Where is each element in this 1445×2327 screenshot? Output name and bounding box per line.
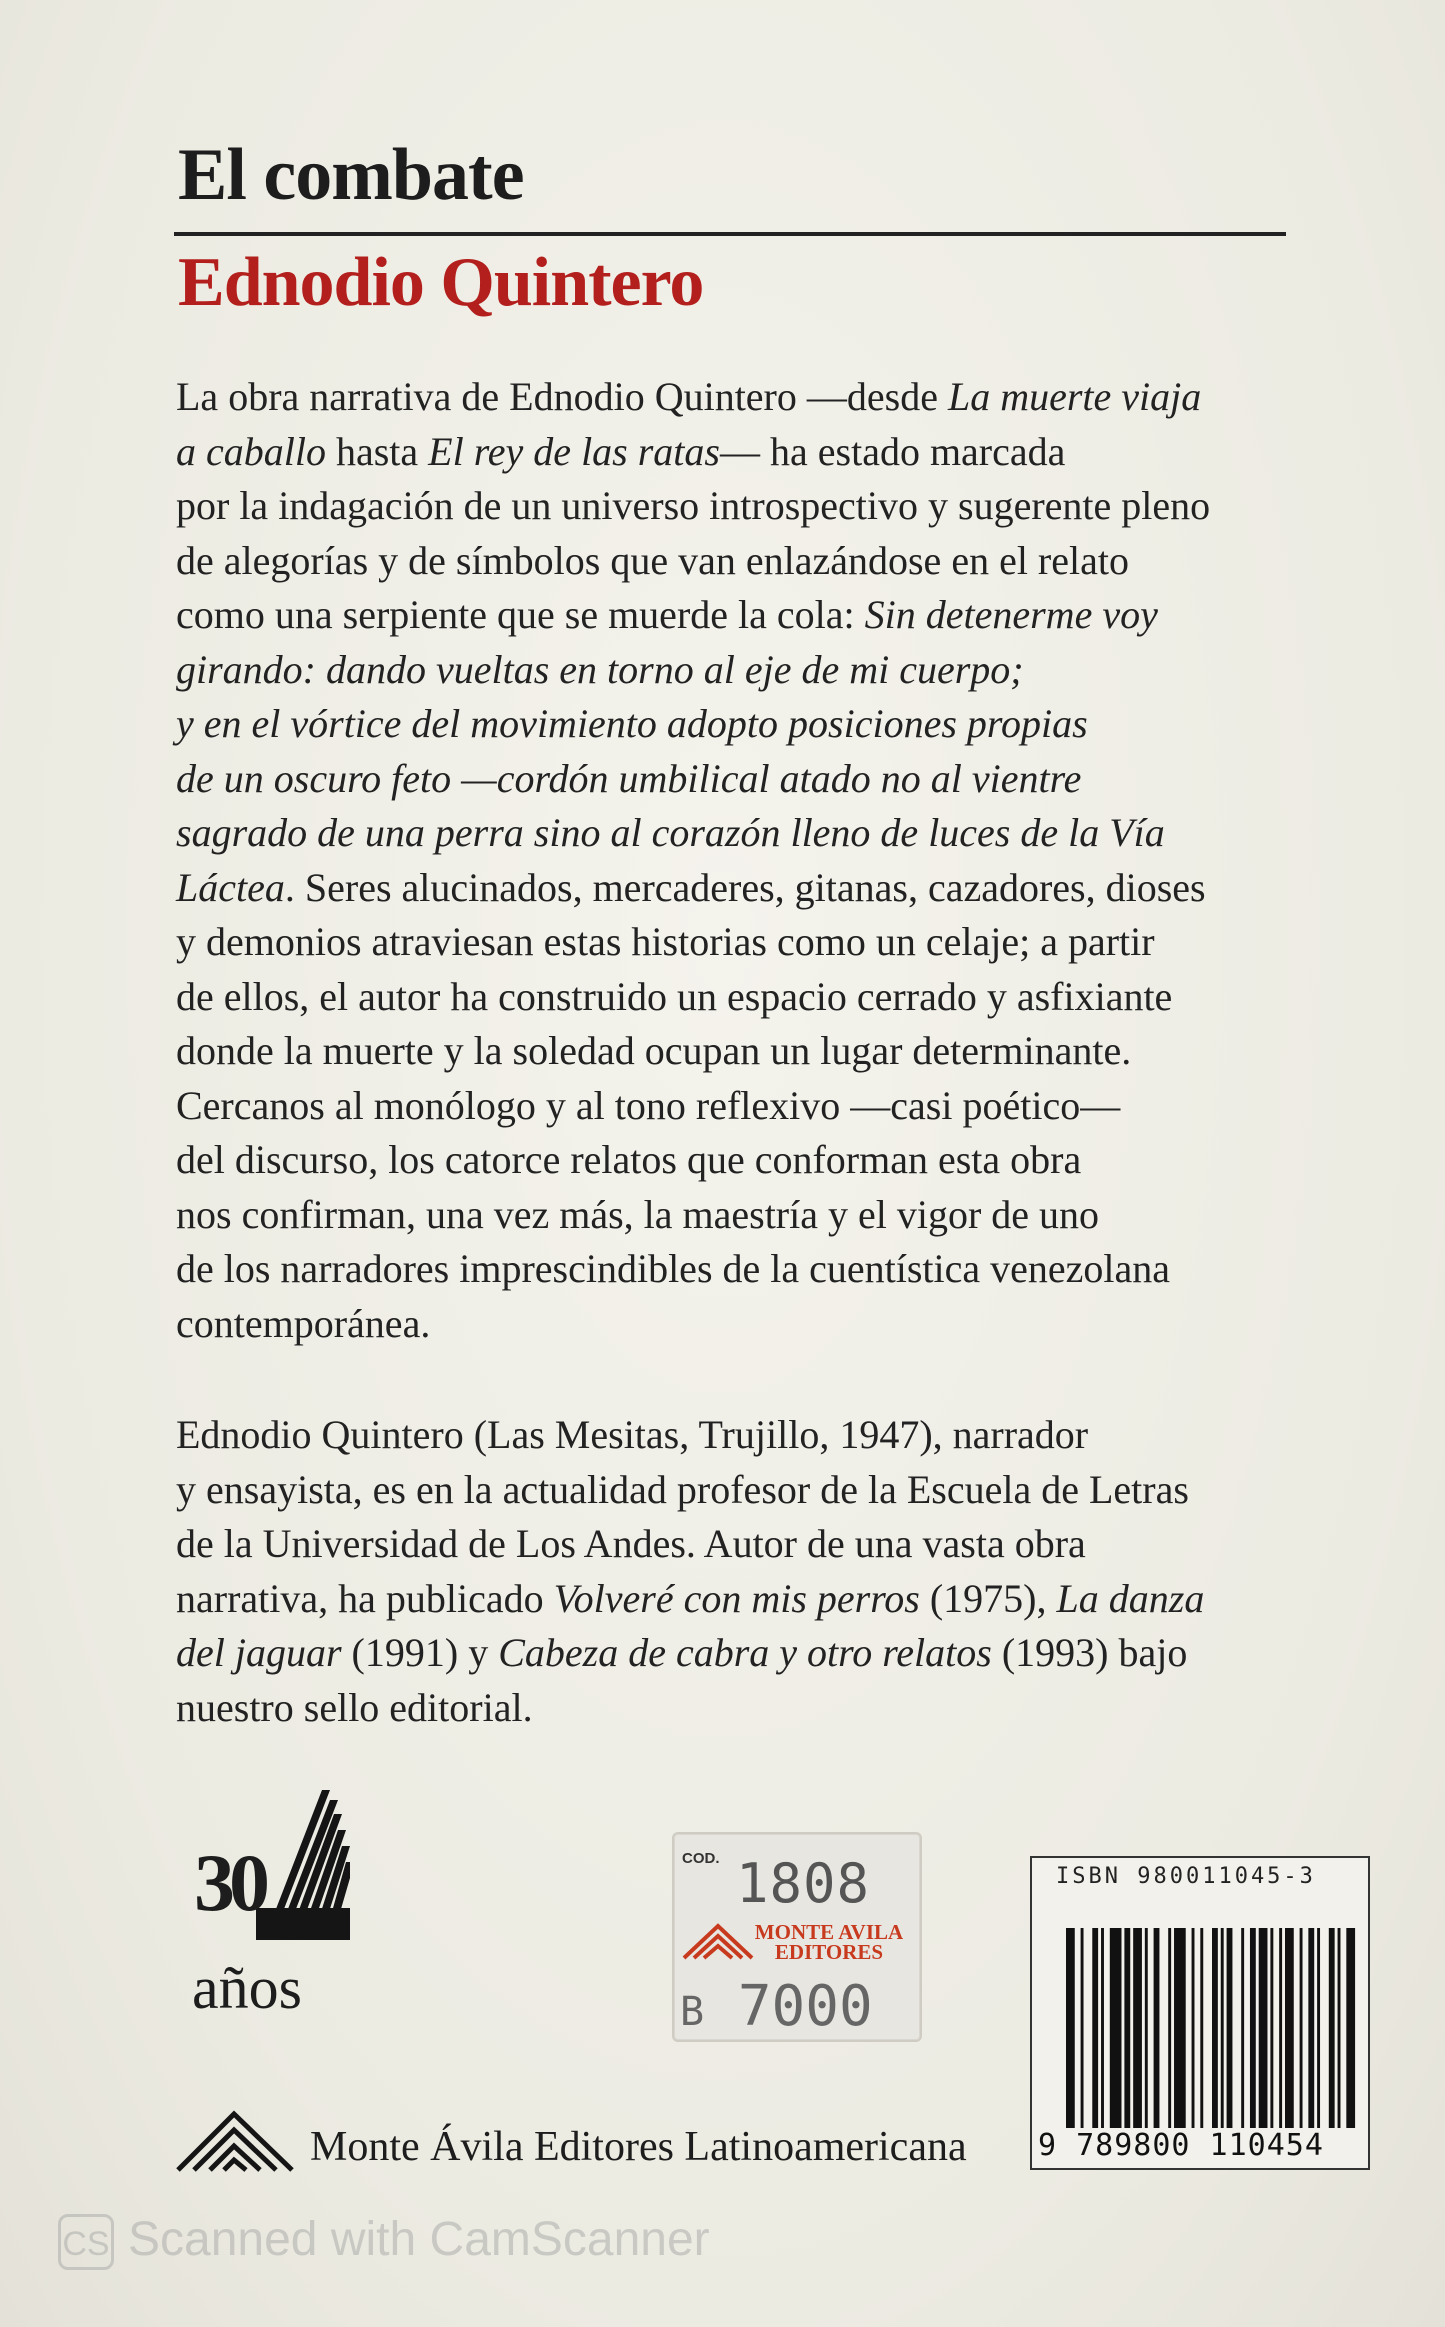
text-line: [176, 479, 1306, 534]
text-segment: como una serpiente que se muerde la cola:: [176, 592, 865, 637]
text-line: [176, 588, 1306, 643]
sticker-brand: [754, 1922, 904, 1962]
sticker-brand-line2: EDITORES: [774, 1940, 884, 1964]
text-line: [176, 915, 1306, 970]
anniversary-logo: [190, 1790, 350, 2030]
italic-segment: y en el vórtice del movimiento adopto posiciones propias: [176, 701, 1088, 746]
monte-avila-mountain-icon: [682, 1920, 754, 1960]
barcode-bar: [1081, 1928, 1084, 2128]
text-line: [176, 1297, 1306, 1352]
italic-segment: La muerte viaja: [947, 374, 1202, 419]
text-segment: nos confirman, una vez más, la maestría y el vigor de uno: [176, 1191, 1100, 1237]
text-segment: (1991) y: [341, 1630, 499, 1675]
sticker-code: 1808: [736, 1852, 871, 1915]
publisher-mountain-logo-icon: [176, 2110, 294, 2172]
text-segment: Ednodio Quintero (Las Mesitas, Trujillo, 1947), narrador: [176, 1412, 1089, 1457]
sticker-price: [680, 1974, 873, 2039]
text-segment: nuestro sello editorial.: [176, 1684, 533, 1730]
book-author: Ednodio Quintero: [178, 244, 704, 321]
anniversary-number: 30: [194, 1837, 264, 1928]
barcode-bar: [1092, 1928, 1098, 2128]
text-line: [176, 1242, 1306, 1297]
ean-number: 9 789800 110454: [1038, 2128, 1324, 2163]
barcode-bar: [1168, 1928, 1171, 2128]
barcode-bar: [1285, 1928, 1294, 2128]
barcode-bar: [1101, 1928, 1104, 2128]
barcode-bar: [1329, 1928, 1335, 2128]
italic-segment: girando: dando vueltas en torno al eje de mi cuerpo;: [176, 646, 1024, 692]
italic-segment: de un oscuro feto —cordón umbilical atado no al vientre: [176, 755, 1082, 801]
book-title: El combate: [178, 134, 524, 216]
text-segment: . Seres alucinados, mercaderes, gitanas, cazadores, dioses: [284, 864, 1206, 910]
author-bio-paragraph: [176, 1408, 1306, 1735]
italic-segment: Sin detenerme voy: [864, 592, 1158, 637]
barcode-bar: [1250, 1928, 1256, 2128]
isbn-label: ISBN 980011045-3: [1056, 1864, 1316, 1889]
text-segment: por la indagación de un universo introspectivo y sugerente pleno: [176, 483, 1211, 528]
text-line: [176, 425, 1306, 480]
text-line: [176, 1188, 1306, 1243]
italic-segment: El rey de las ratas: [428, 428, 720, 474]
text-line: [176, 1463, 1306, 1518]
barcode-bar: [1154, 1928, 1160, 2128]
title-divider: [174, 232, 1286, 236]
text-segment: de ellos, el autor ha construido un espacio cerrado y asfixiante: [176, 973, 1173, 1019]
camscanner-watermark: [58, 2210, 710, 2270]
anniversary-word: años: [192, 1955, 302, 2021]
barcode-bar: [1124, 1928, 1130, 2128]
italic-segment: Cabeza de cabra y otro relatos: [498, 1630, 992, 1675]
barcode-bar: [1221, 1928, 1224, 2128]
camscanner-icon: CS: [58, 2214, 114, 2270]
text-segment: contemporánea.: [176, 1300, 431, 1346]
text-segment: y ensayista, es en la actualidad profesor de la Escuela de Letras: [176, 1466, 1189, 1512]
text-segment: (1975),: [919, 1575, 1057, 1621]
italic-segment: Láctea: [176, 864, 285, 910]
italic-segment: a caballo: [176, 428, 326, 474]
text-segment: de la Universidad de Los Andes. Autor de una vasta obra: [176, 1521, 1086, 1566]
text-segment: donde la muerte y la soledad ocupan un lugar determinante.: [176, 1028, 1132, 1073]
text-segment: de los narradores imprescindibles de la cuentística venezolana: [176, 1246, 1171, 1291]
text-segment: Cercanos al monólogo y al tono reflexivo —casi poético—: [176, 1082, 1121, 1128]
text-line: [176, 970, 1306, 1025]
text-segment: de alegorías y de símbolos que van enlazándose en el relato: [176, 537, 1129, 583]
text-line: [176, 534, 1306, 589]
price-sticker: [672, 1832, 922, 2042]
synopsis-paragraph: [176, 370, 1306, 1351]
barcode-bar: [1279, 1928, 1282, 2128]
text-segment: hasta: [325, 428, 429, 474]
text-segment: del discurso, los catorce relatos que conforman esta obra: [176, 1137, 1082, 1182]
barcode-bar: [1270, 1928, 1273, 2128]
text-line: [176, 1024, 1306, 1079]
sticker-brand-line1: MONTE AVILA: [754, 1920, 904, 1944]
barcode-bar: [1133, 1928, 1142, 2128]
italic-segment: sagrado de una perra sino al corazón lleno de luces de la Vía: [176, 810, 1165, 855]
isbn-barcode: [1030, 1856, 1370, 2170]
publisher-name: Monte Ávila Editores Latinoamericana: [310, 2124, 967, 2170]
barcode-bars-icon: [1066, 1928, 1358, 2128]
sticker-price-value: 7000: [737, 1974, 873, 2039]
text-line: [176, 370, 1306, 425]
text-line: [176, 697, 1306, 752]
text-line: [176, 1517, 1306, 1572]
barcode-bar: [1300, 1928, 1303, 2128]
text-line: [176, 1626, 1306, 1681]
text-segment: narrativa, ha publicado: [176, 1575, 554, 1621]
barcode-bar: [1308, 1928, 1314, 2128]
text-segment: y demonios atraviesan estas historias como un celaje; a partir: [176, 919, 1155, 964]
watermark-text: Scanned with CamScanner: [128, 2213, 710, 2266]
text-line: [176, 806, 1306, 861]
text-segment: (1993) bajo: [991, 1630, 1188, 1675]
barcode-bar: [1317, 1928, 1320, 2128]
anniversary-stripes-icon: [250, 1790, 350, 1940]
text-line: [176, 1681, 1306, 1736]
italic-segment: del jaguar: [176, 1630, 342, 1675]
barcode-bar: [1259, 1928, 1268, 2128]
text-line: [176, 1079, 1306, 1134]
italic-segment: Volveré con mis perros: [553, 1575, 920, 1621]
barcode-bar: [1110, 1928, 1122, 2128]
barcode-bar: [1066, 1928, 1075, 2128]
text-line: [176, 1133, 1306, 1188]
barcode-bar: [1200, 1928, 1203, 2128]
barcode-bar: [1174, 1928, 1186, 2128]
barcode-bar: [1227, 1928, 1233, 2128]
barcode-bar: [1192, 1928, 1195, 2128]
barcode-bar: [1212, 1928, 1218, 2128]
barcode-bar: [1346, 1928, 1355, 2128]
text-segment: — ha estado marcada: [720, 428, 1066, 474]
text-line: [176, 643, 1306, 698]
text-line: [176, 1572, 1306, 1627]
italic-segment: La danza: [1056, 1575, 1205, 1621]
text-segment: La obra narrativa de Ednodio Quintero —desde: [176, 374, 948, 419]
barcode-bar: [1145, 1928, 1148, 2128]
sticker-cod-label: COD.: [682, 1850, 720, 1867]
sticker-currency: B: [680, 1989, 705, 2035]
text-line: [176, 861, 1306, 916]
barcode-bar: [1338, 1928, 1341, 2128]
text-line: [176, 752, 1306, 807]
text-line: [176, 1408, 1306, 1463]
barcode-bar: [1241, 1928, 1244, 2128]
